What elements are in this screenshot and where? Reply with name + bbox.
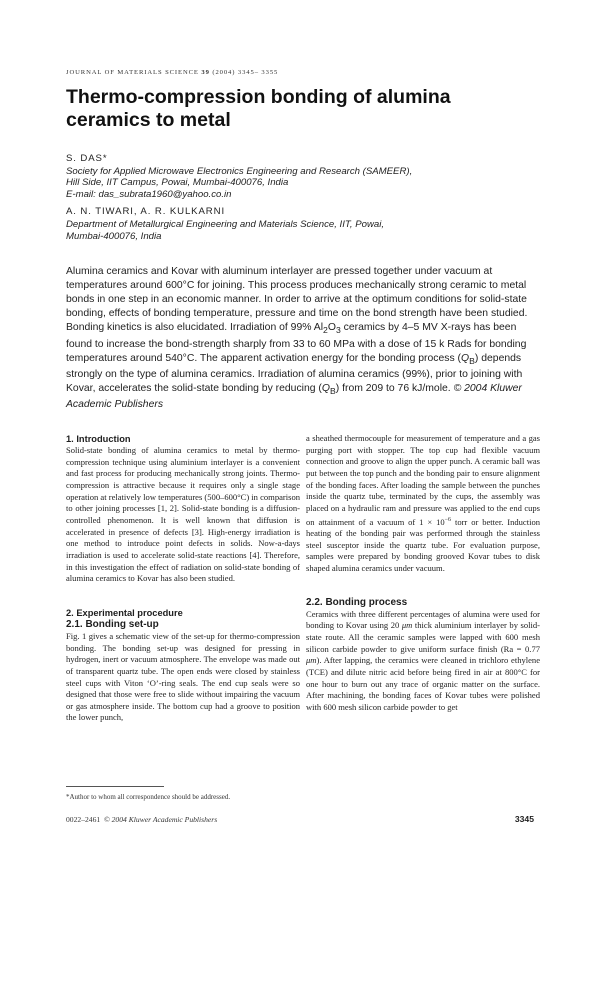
journal-header (66, 69, 536, 76)
author-names-2: A. N. TIWARI, A. R. KULKARNI (66, 206, 226, 218)
footer-issn: 0022–2461 © 2004 Kluwer Academic Publishers (66, 815, 218, 824)
author-names-1: S. DAS* (66, 153, 108, 164)
footnote-rule (66, 786, 164, 787)
author-email[interactable]: E-mail: das_subrata1960@yahoo.co.in (66, 188, 232, 200)
left-column (66, 433, 300, 724)
journal-details: (2004) 3345– 3355 (212, 69, 279, 76)
paper-title: Thermo-compression bonding of alumina ceramics to metal (66, 86, 451, 131)
section-heading-experimental: 2. Experimental procedure (66, 607, 183, 618)
affiliation-1-line-1: Society for Applied Microwave Electronics Engineering and Research (SAMEER), (66, 165, 413, 177)
setup-text: Fig. 1 gives a schematic view of the set-up for thermo-compression bonding. The bonding set-up was designed for pressing in hydrogen, inert or vacuum atmosphere. The envelope was made out of transparent quartz tube. The open ends were closed by stainless steel cups with Viton ‘O’-ring seals. The end cup seals were so designed that those were free to slide without impairing the vacuum or gas atmosphere inside. The bottom cup had a groove to position the lower punch, (66, 630, 300, 723)
affiliation-2-line-2: Mumbai-400076, India (66, 230, 162, 242)
page-number: 3345 (514, 814, 534, 824)
setup-text-continued: a sheathed thermocouple for measurement of temperature and a gas purging port with stopper. The top cup had flexible vacuum connection and groove to align the upper punch. A ceramic ball was put between the top punch and the bonding pair to ensure alignment of the bonding faces. After loading the sample between the punches inside the quartz tube, terminated by the cups, the assembly was placed on a hydraulic ram and pressure was applied to the end cups on attainment of a vacuum of $1 \times 10^{-6}$ torr or better. Induction heating of the bonding pair was performed through the stainless steel susceptor inside the quartz tube. For evaluation purpose, samples were prepared by bonding grooved Kovar tubes to disk shaped alumina ceramics under vacuum. (306, 433, 541, 574)
abstract-copyright: © 2004 Kluwer Academic Publishers (66, 382, 522, 411)
bonding-process-text: Ceramics with three different percentages of alumina were used for bonding to Kovar using 20 μm thick aluminium interlayer by solid-state route. All the ceramic samples were lapped with 600 mesh silicon carbide powder to give uniform surface finish (Ra = 0.77 μm). After lapping, the ceramics were cleaned in trichloro ethylene (TCE) and dilute nitric acid before being fired in air at 800°C for one hour to burn out any trace of organic matter on the surface. After machining, the bonding faces of Kovar tubes were polished with 600 mesh silicon carbide powder to get (306, 608, 540, 712)
affiliation-2-line-1: Department of Metallurgical Engineering and Materials Science, IIT, Powai, (66, 218, 384, 230)
section-heading-introduction: 1. Introduction (66, 434, 131, 444)
subsection-heading-bonding-process: 2.2. Bonding process (306, 596, 408, 608)
journal-volume: 39 (201, 69, 210, 76)
journal-name: JOURNAL OF MATERIALS SCIENCE (66, 69, 199, 76)
subsection-heading-setup: 2.1. Bonding set-up (66, 618, 159, 630)
author-block (66, 153, 546, 242)
introduction-text: Solid-state bonding of alumina ceramics to metal by thermo-compression technique using aluminium interlayer is a convenient and fast process for producing mechanically strong joints. Thermo-compression is attractive because it requires only a single stage operation at relatively low temperatures (500–600°C) in comparison to other joining processes [1, 2]. Solid-state bonding is a diffusion-controlled phenomenon. It is well known that diffusion is accelerated in presence of defects [3]. High-energy irradiation is one method to introduce point defects in solids. Now-a-days irradiation is used to accelerate solid-state reactions [4]. Therefore, in this investigation the effect of radiation on solid-state bonding of alumina ceramics to Kovar has also been studied. (66, 445, 300, 584)
right-column (306, 433, 540, 714)
abstract: Alumina ceramics and Kovar with aluminum interlayer are pressed together under vacuum at temperatures around 600°C for joining. This process produces mechanically strong ceramic to metal bonds in one step in an economic manner. In order to arrive at the optimum conditions for solid-state bonding, effects of bonding temperature, pressure and time on the bond strength have been studied. Bonding kinetics is also elucidated. Irradiation of 99% $Al_2O_3$ ceramics by 4–5 MV X-rays has been found to increase the bond-strength sharply from 33 to 60 MPa with a dose of 15 k Rads for bonding temperatures around 540°C. The apparent activation energy for the bonding process $(Q_B)$ depends strongly on the type of alumina ceramics. Irradiation of alumina ceramics (99%), prior to joining with Kovar, accelerates the solid-state bonding by reducing $(Q_B)$ from 209 to 76 kJ/mole. © 2004 Kluwer Academic Publishers (66, 266, 528, 411)
affiliation-1-line-2: Hill Side, IIT Campus, Powai, Mumbai-400076, India (66, 177, 289, 189)
footnote: *Author to whom all correspondence should be addressed. (66, 793, 231, 801)
